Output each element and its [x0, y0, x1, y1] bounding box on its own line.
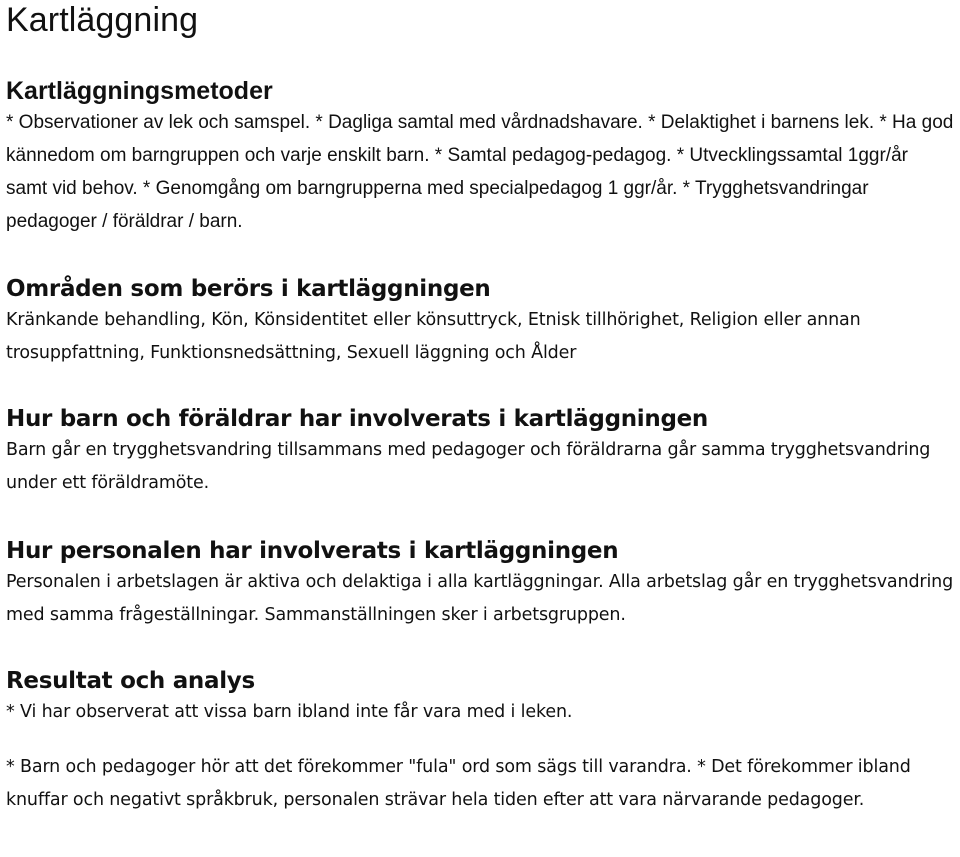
section-heading: Områden som berörs i kartläggningen	[6, 276, 491, 302]
section-paragraph: Kränkande behandling, Kön, Könsidentitet eller könsuttryck, Etnisk tillhörighet, Religion eller annan trosuppfattning, Funktionsnedsättning, Sexuell läggning och Ålder	[6, 310, 861, 363]
section-personalen	[6, 536, 954, 632]
section-paragraph: * Barn och pedagoger hör att det förekommer "fula" ord som sägs till varandra. * Det förekommer ibland knuffar och negativt språkbruk, personalen strävar hela tiden efter att vara närvarande pedagoger.	[6, 757, 911, 810]
section-heading: Hur barn och föräldrar har involverats i kartläggningen	[6, 406, 709, 432]
section-kartlaggningsmetoder	[6, 76, 954, 238]
section-resultat-analys	[6, 666, 954, 817]
section-heading: Hur personalen har involverats i kartläggningen	[6, 538, 619, 564]
section-paragraph: Personalen i arbetslagen är aktiva och delaktiga i alla kartläggningar. Alla arbetslag går en trygghetsvandring med samma frågeställningar. Sammanställningen sker i arbetsgruppen.	[6, 572, 954, 625]
section-omraden	[6, 274, 954, 370]
section-barn-foraldrar	[6, 404, 954, 500]
section-paragraph: * Vi har observerat att vissa barn ibland inte får vara med i leken.	[6, 702, 573, 722]
section-heading: Resultat och analys	[6, 668, 255, 694]
section-paragraph: * Observationer av lek och samspel. * Dagliga samtal med vårdnadshavare. * Delaktighet i barnens lek. * Ha god kännedom om barngruppen och varje enskilt barn. * Samtal pedagog-pedagog. * Utvecklingssamtal 1ggr/år samt vid behov. * Genomgång om barngrupperna med specialpedagog 1 ggr/år. * Trygghetsvandringar pedagoger / föräldrar / barn.	[6, 112, 954, 232]
section-heading: Kartläggningsmetoder	[6, 77, 273, 105]
paragraph-spacer	[6, 729, 954, 751]
page-title: Kartläggning	[6, 1, 199, 39]
section-paragraph: Barn går en trygghetsvandring tillsammans med pedagoger och föräldrarna går samma trygghetsvandring under ett föräldramöte.	[6, 440, 931, 493]
